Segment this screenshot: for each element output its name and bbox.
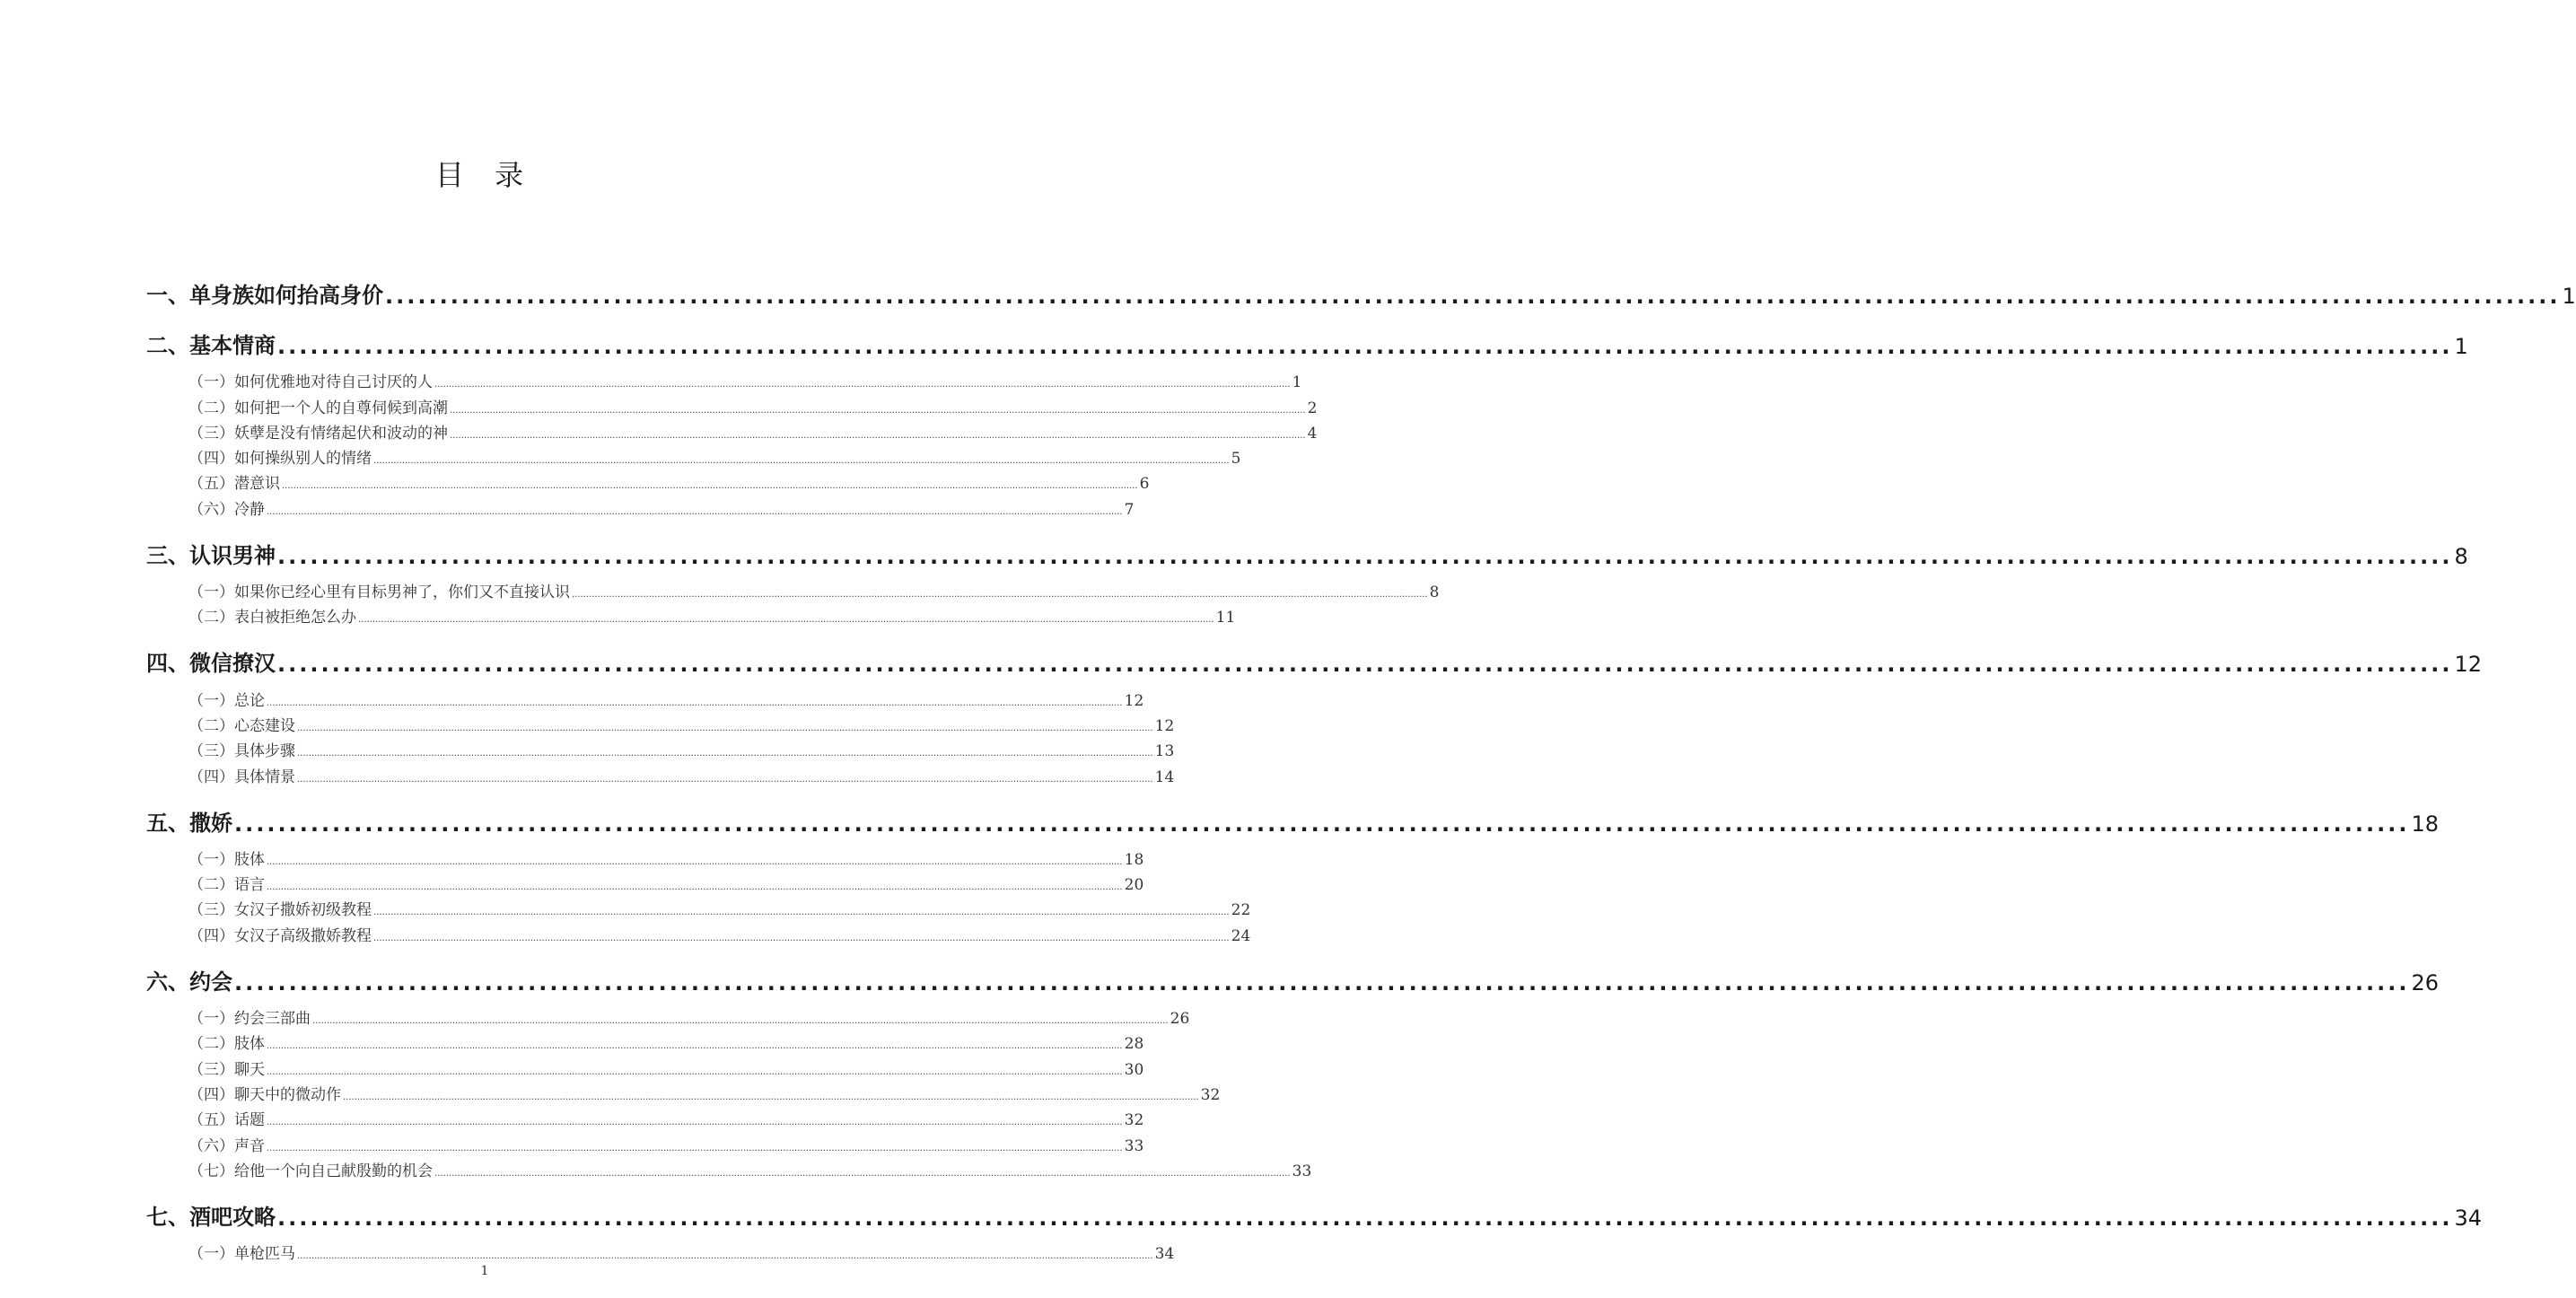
toc-subsection-page: 28 bbox=[1124, 1035, 1144, 1054]
toc-subsection-entry[interactable] bbox=[146, 684, 1144, 710]
toc-section-label: 一、单身族如何抬高身价 bbox=[146, 283, 383, 308]
toc-subsection-label: （六）声音 bbox=[188, 1136, 265, 1155]
dot-leader: ............................................................................................................................................................................................................................................................................................................ bbox=[373, 456, 1230, 467]
toc-section-entry[interactable] bbox=[146, 797, 2439, 837]
dot-leader: ............................................................................................................................................................................................................................................................................................................ bbox=[572, 590, 1428, 601]
toc-section-page: 34 bbox=[2454, 1205, 2482, 1231]
toc-subsection-page: 34 bbox=[1154, 1245, 1175, 1264]
toc-subsection-label: （二）表白被拒绝怎么办 bbox=[188, 609, 356, 627]
dot-leader: ............................................................................................................................................................................................................................................................................................................ bbox=[373, 908, 1230, 918]
toc-section-label: 七、酒吧攻略 bbox=[146, 1204, 276, 1230]
dot-leader: ............................................................................................................................................................................................................................................................................................................ bbox=[267, 882, 1123, 893]
toc-section-page: 12 bbox=[2454, 652, 2482, 678]
toc-subsection-entry[interactable] bbox=[146, 1155, 1312, 1180]
dot-leader: ............................................................................................................................................................................................................................................................................................................ bbox=[373, 933, 1230, 943]
toc-subsection-entry[interactable] bbox=[146, 493, 1135, 519]
dot-leader: ............................................................................................................................................................................................................................................................................................................ bbox=[312, 1016, 1169, 1027]
toc-subsection-page: 13 bbox=[1154, 742, 1175, 761]
toc-section-entry[interactable] bbox=[146, 320, 2468, 359]
toc-section-label: 五、撒娇 bbox=[146, 810, 232, 836]
dot-leader: ............................................................................................................................................................................................................................................................................................................ bbox=[267, 1143, 1123, 1153]
toc-subsection-page: 24 bbox=[1231, 926, 1251, 945]
toc-subsection-label: （一）约会三部曲 bbox=[188, 1010, 311, 1029]
toc-section-entry[interactable] bbox=[146, 269, 2576, 309]
dot-leader: ............................................................................................................................................................................................................................................................................................................ bbox=[343, 1092, 1199, 1102]
toc-subsection-label: （二）语言 bbox=[188, 876, 265, 895]
toc-subsection-label: （五）潜意识 bbox=[188, 475, 280, 494]
toc-section-page: 1 bbox=[2454, 334, 2468, 359]
dot-leader: ............................................................................................................................................................................................................................................................................................................ bbox=[297, 749, 1153, 759]
footer-page-number: 1 bbox=[480, 1264, 489, 1278]
toc-subsection-label: （三）聊天 bbox=[188, 1060, 265, 1079]
dot-leader: ........................................................................................................................................................................................................ bbox=[234, 969, 2410, 995]
toc-subsection-entry[interactable] bbox=[146, 919, 1251, 945]
toc-subsection-page: 22 bbox=[1231, 901, 1251, 920]
toc-subsection-label: （三）妖孽是没有情绪起伏和波动的神 bbox=[188, 424, 448, 443]
toc-section-label: 六、约会 bbox=[146, 969, 232, 995]
dot-leader: ........................................................................................................................................................................................................ bbox=[234, 811, 2410, 837]
toc-subsection-entry[interactable] bbox=[146, 760, 1175, 786]
toc-subsection-page: 32 bbox=[1124, 1111, 1144, 1130]
toc-subsection-page: 7 bbox=[1124, 500, 1135, 519]
toc-subsection-label: （六）冷静 bbox=[188, 500, 265, 519]
toc-subsection-entry[interactable] bbox=[146, 844, 1144, 869]
toc-subsection-entry[interactable] bbox=[146, 443, 1241, 469]
toc-subsection-list bbox=[146, 684, 1175, 786]
toc-subsection-page: 30 bbox=[1124, 1060, 1144, 1079]
toc-subsection-entry[interactable] bbox=[146, 1104, 1144, 1130]
toc-subsection-entry[interactable] bbox=[146, 576, 1440, 602]
toc-subsection-entry[interactable] bbox=[146, 1129, 1144, 1155]
toc-subsection-page: 18 bbox=[1124, 850, 1144, 869]
toc-subsection-label: （七）给他一个向自己献殷勤的机会 bbox=[188, 1162, 433, 1180]
toc-subsection-label: （四）聊天中的微动作 bbox=[188, 1085, 341, 1104]
toc-subsection-label: （二）如何把一个人的自尊伺候到高潮 bbox=[188, 399, 448, 417]
toc-subsection-label: （五）话题 bbox=[188, 1111, 265, 1130]
toc-subsection-page: 4 bbox=[1307, 424, 1318, 443]
dot-leader: ........................................................................................................................................................................................................ bbox=[277, 1205, 2453, 1231]
dot-leader: ............................................................................................................................................................................................................................................................................................................ bbox=[297, 774, 1153, 785]
toc-section-entry[interactable] bbox=[146, 637, 2482, 678]
toc-subsection-entry[interactable] bbox=[146, 1003, 1190, 1029]
toc-subsection-entry[interactable] bbox=[146, 1028, 1144, 1054]
dot-leader: ............................................................................................................................................................................................................................................................................................................ bbox=[282, 481, 1138, 492]
toc-subsection-page: 11 bbox=[1215, 609, 1236, 627]
toc-section-page: 8 bbox=[2454, 543, 2468, 569]
toc-subsection-entry[interactable] bbox=[146, 1079, 1221, 1104]
toc-subsection-page: 2 bbox=[1307, 399, 1318, 417]
toc-subsection-entry[interactable] bbox=[146, 1238, 1175, 1264]
toc-subsection-page: 33 bbox=[1124, 1136, 1144, 1155]
toc-subsection-entry[interactable] bbox=[146, 710, 1175, 735]
dot-leader: ........................................................................................................................................................................................................ bbox=[277, 334, 2453, 359]
toc-subsection-list bbox=[146, 576, 1440, 627]
dot-leader: ............................................................................................................................................................................................................................................................................................................ bbox=[267, 856, 1123, 867]
toc-subsection-label: （四）如何操纵别人的情绪 bbox=[188, 450, 372, 469]
toc-subsection-entry[interactable] bbox=[146, 468, 1150, 494]
dot-leader: ............................................................................................................................................................................................................................................................................................................ bbox=[358, 615, 1214, 626]
dot-leader: ............................................................................................................................................................................................................................................................................................................ bbox=[267, 1041, 1123, 1052]
dot-leader: ............................................................................................................................................................................................................................................................................................................ bbox=[450, 405, 1306, 416]
toc-section-entry[interactable] bbox=[146, 956, 2439, 995]
toc-subsection-list bbox=[146, 1238, 1175, 1264]
toc-subsection-label: （一）如何优雅地对待自己讨厌的人 bbox=[188, 373, 433, 392]
dot-leader: ............................................................................................................................................................................................................................................................................................................ bbox=[434, 1168, 1291, 1179]
toc-subsection-entry[interactable] bbox=[146, 417, 1318, 443]
toc-subsection-page: 33 bbox=[1292, 1162, 1312, 1180]
dot-leader: ........................................................................................................................................................................................................ bbox=[277, 543, 2453, 569]
dot-leader: ............................................................................................................................................................................................................................................................................................................ bbox=[297, 1251, 1153, 1262]
toc-subsection-label: （一）单枪匹马 bbox=[188, 1245, 295, 1264]
toc-subsection-entry[interactable] bbox=[146, 366, 1302, 392]
toc-subsection-page: 20 bbox=[1124, 876, 1144, 895]
toc-subsection-label: （一）总论 bbox=[188, 691, 265, 710]
toc-subsection-list bbox=[146, 844, 1251, 945]
toc-subsection-page: 1 bbox=[1292, 373, 1302, 392]
toc-subsection-page: 6 bbox=[1139, 475, 1150, 494]
dot-leader: ........................................................................................................................................................................................................ bbox=[385, 284, 2561, 309]
toc-subsection-page: 5 bbox=[1231, 450, 1241, 469]
toc-subsection-label: （二）心态建设 bbox=[188, 716, 295, 735]
toc-subsection-entry[interactable] bbox=[146, 601, 1236, 627]
toc-subsection-page: 12 bbox=[1154, 716, 1175, 735]
toc-subsection-list bbox=[146, 1003, 1312, 1180]
toc-subsection-label: （一）肢体 bbox=[188, 850, 265, 869]
dot-leader: ............................................................................................................................................................................................................................................................................................................ bbox=[434, 380, 1291, 390]
toc-section-label: 三、认识男神 bbox=[146, 542, 276, 568]
toc-subsection-page: 26 bbox=[1170, 1010, 1190, 1029]
dot-leader: ............................................................................................................................................................................................................................................................................................................ bbox=[450, 430, 1306, 441]
toc-subsection-page: 8 bbox=[1429, 583, 1440, 602]
toc-subsection-entry[interactable] bbox=[146, 894, 1251, 920]
toc-subsection-page: 12 bbox=[1124, 691, 1144, 710]
dot-leader: ............................................................................................................................................................................................................................................................................................................ bbox=[267, 1118, 1123, 1128]
toc-subsection-label: （一）如果你已经心里有目标男神了，你们又不直接认识 bbox=[188, 583, 570, 602]
dot-leader: ............................................................................................................................................................................................................................................................................................................ bbox=[297, 723, 1153, 733]
toc-subsection-entry[interactable] bbox=[146, 869, 1144, 895]
dot-leader: ........................................................................................................................................................................................................ bbox=[277, 652, 2453, 678]
toc-section-entry[interactable] bbox=[146, 530, 2468, 569]
page-title: 目 录 bbox=[434, 158, 535, 192]
toc-subsection-label: （四）具体情景 bbox=[188, 767, 295, 786]
dot-leader: ............................................................................................................................................................................................................................................................................................................ bbox=[267, 697, 1123, 708]
toc-subsection-label: （四）女汉子高级撒娇教程 bbox=[188, 926, 372, 945]
dot-leader: ............................................................................................................................................................................................................................................................................................................ bbox=[267, 1066, 1123, 1077]
toc-subsection-label: （三）女汉子撒娇初级教程 bbox=[188, 901, 372, 920]
toc-section-entry[interactable] bbox=[146, 1191, 2482, 1231]
toc-section-page: 26 bbox=[2411, 969, 2439, 995]
toc-subsection-page: 32 bbox=[1200, 1085, 1221, 1104]
dot-leader: ............................................................................................................................................................................................................................................................................................................ bbox=[267, 506, 1123, 517]
toc-subsection-entry[interactable] bbox=[146, 735, 1175, 761]
toc-subsection-entry[interactable] bbox=[146, 391, 1318, 417]
toc-subsection-label: （三）具体步骤 bbox=[188, 742, 295, 761]
toc-section-label: 四、微信撩汉 bbox=[146, 651, 276, 677]
toc-subsection-label: （二）肢体 bbox=[188, 1035, 265, 1054]
toc-subsection-entry[interactable] bbox=[146, 1053, 1144, 1079]
toc-section-label: 二、基本情商 bbox=[146, 333, 276, 358]
toc-section-page: 18 bbox=[2411, 811, 2439, 837]
table-of-contents bbox=[146, 269, 2576, 1264]
toc-subsection-page: 14 bbox=[1154, 767, 1175, 786]
toc-section-page: 1 bbox=[2562, 284, 2576, 309]
toc-subsection-list bbox=[146, 366, 1318, 519]
